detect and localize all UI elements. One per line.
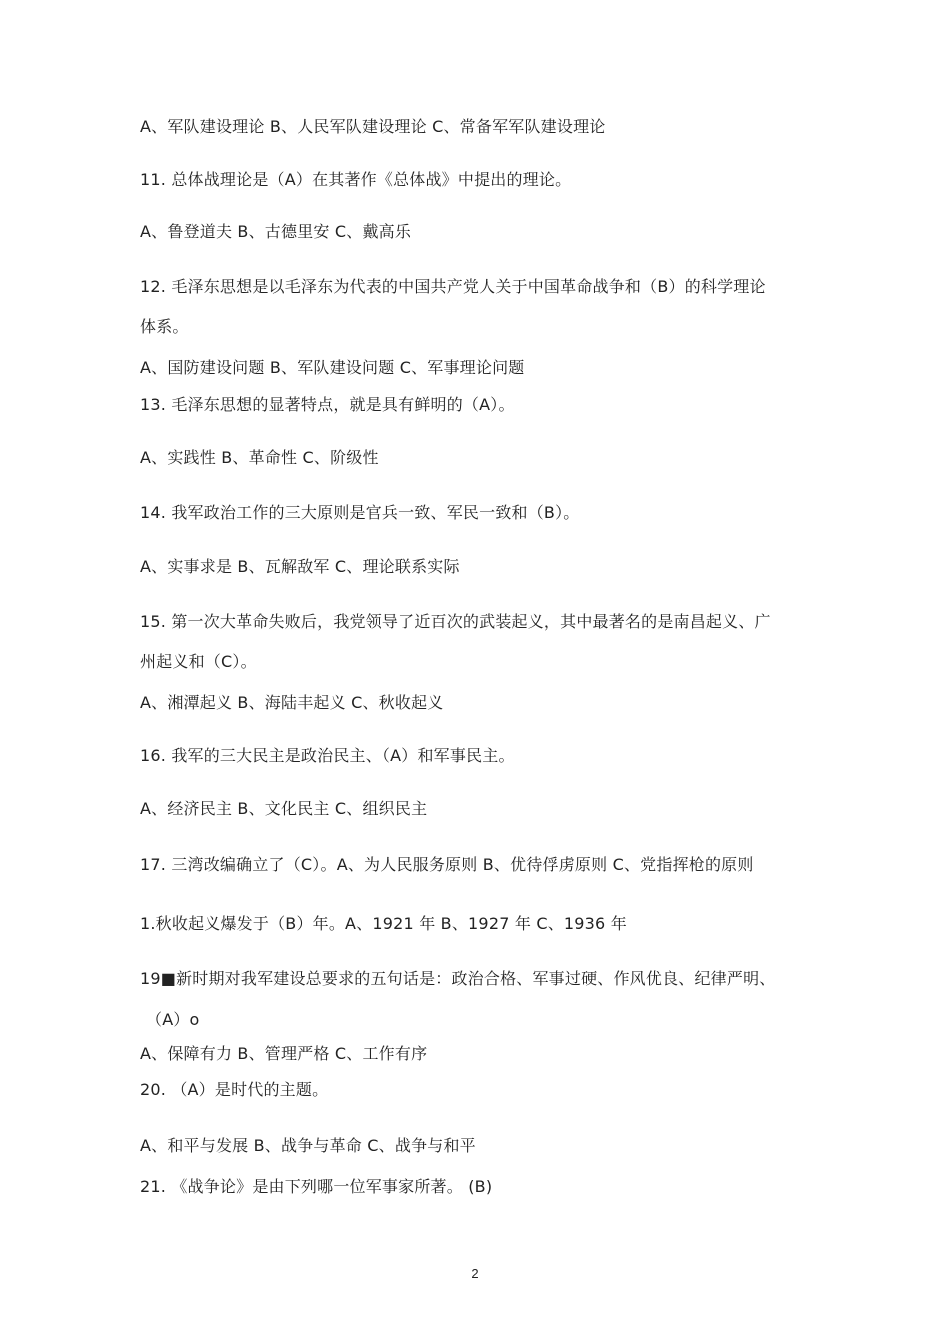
question-19-continued: （A）o xyxy=(146,1010,200,1029)
question-13: 13. 毛泽东思想的显著特点，就是具有鲜明的（A）。 xyxy=(140,395,515,414)
question-15: 15. 第一次大革命失败后，我党领导了近百次的武装起义，其中最著名的是南昌起义、广 xyxy=(140,612,771,631)
question-19: 19■新时期对我军建设总要求的五句话是：政治合格、军事过硬、作风优良、纪律严明、 xyxy=(140,969,776,988)
question-17: 17. 三湾改编确立了（C）。A、为人民服务原则 B、优待俘虏原则 C、党指挥枪的原则 xyxy=(140,855,754,874)
text-line-1: A、军队建设理论 B、人民军队建设理论 C、常备军军队建设理论 xyxy=(140,117,606,136)
question-16-options: A、经济民主 B、文化民主 C、组织民主 xyxy=(140,799,428,818)
question-12-options: A、国防建设问题 B、军队建设问题 C、军事理论问题 xyxy=(140,358,525,377)
question-15-options: A、湘潭起义 B、海陆丰起义 C、秋收起义 xyxy=(140,693,444,712)
page-number: 2 xyxy=(471,1266,479,1281)
question-20-options: A、和平与发展 B、战争与革命 C、战争与和平 xyxy=(140,1136,476,1155)
question-12-continued: 体系。 xyxy=(140,317,189,336)
question-11: 11. 总体战理论是（A）在其著作《总体战》中提出的理论。 xyxy=(140,170,572,189)
question-16: 16. 我军的三大民主是政治民主、（A）和军事民主。 xyxy=(140,746,515,765)
question-21: 21. 《战争论》是由下列哪一位军事家所著。 (B) xyxy=(140,1177,493,1196)
question-11-options: A、鲁登道夫 B、古德里安 C、戴高乐 xyxy=(140,222,412,241)
question-18: 1.秋收起义爆发于（B）年。A、1921 年 B、1927 年 C、1936 年 xyxy=(140,914,627,933)
question-20: 20. （A）是时代的主题。 xyxy=(140,1080,329,1099)
question-14: 14. 我军政治工作的三大原则是官兵一致、军民一致和（B）。 xyxy=(140,503,580,522)
question-12: 12. 毛泽东思想是以毛泽东为代表的中国共产党人关于中国革命战争和（B）的科学理论 xyxy=(140,277,766,296)
question-15-continued: 州起义和（C）。 xyxy=(140,652,257,671)
question-13-options: A、实践性 B、革命性 C、阶级性 xyxy=(140,448,379,467)
question-14-options: A、实事求是 B、瓦解敌军 C、理论联系实际 xyxy=(140,557,460,576)
question-19-options: A、保障有力 B、管理严格 C、工作有序 xyxy=(140,1044,428,1063)
